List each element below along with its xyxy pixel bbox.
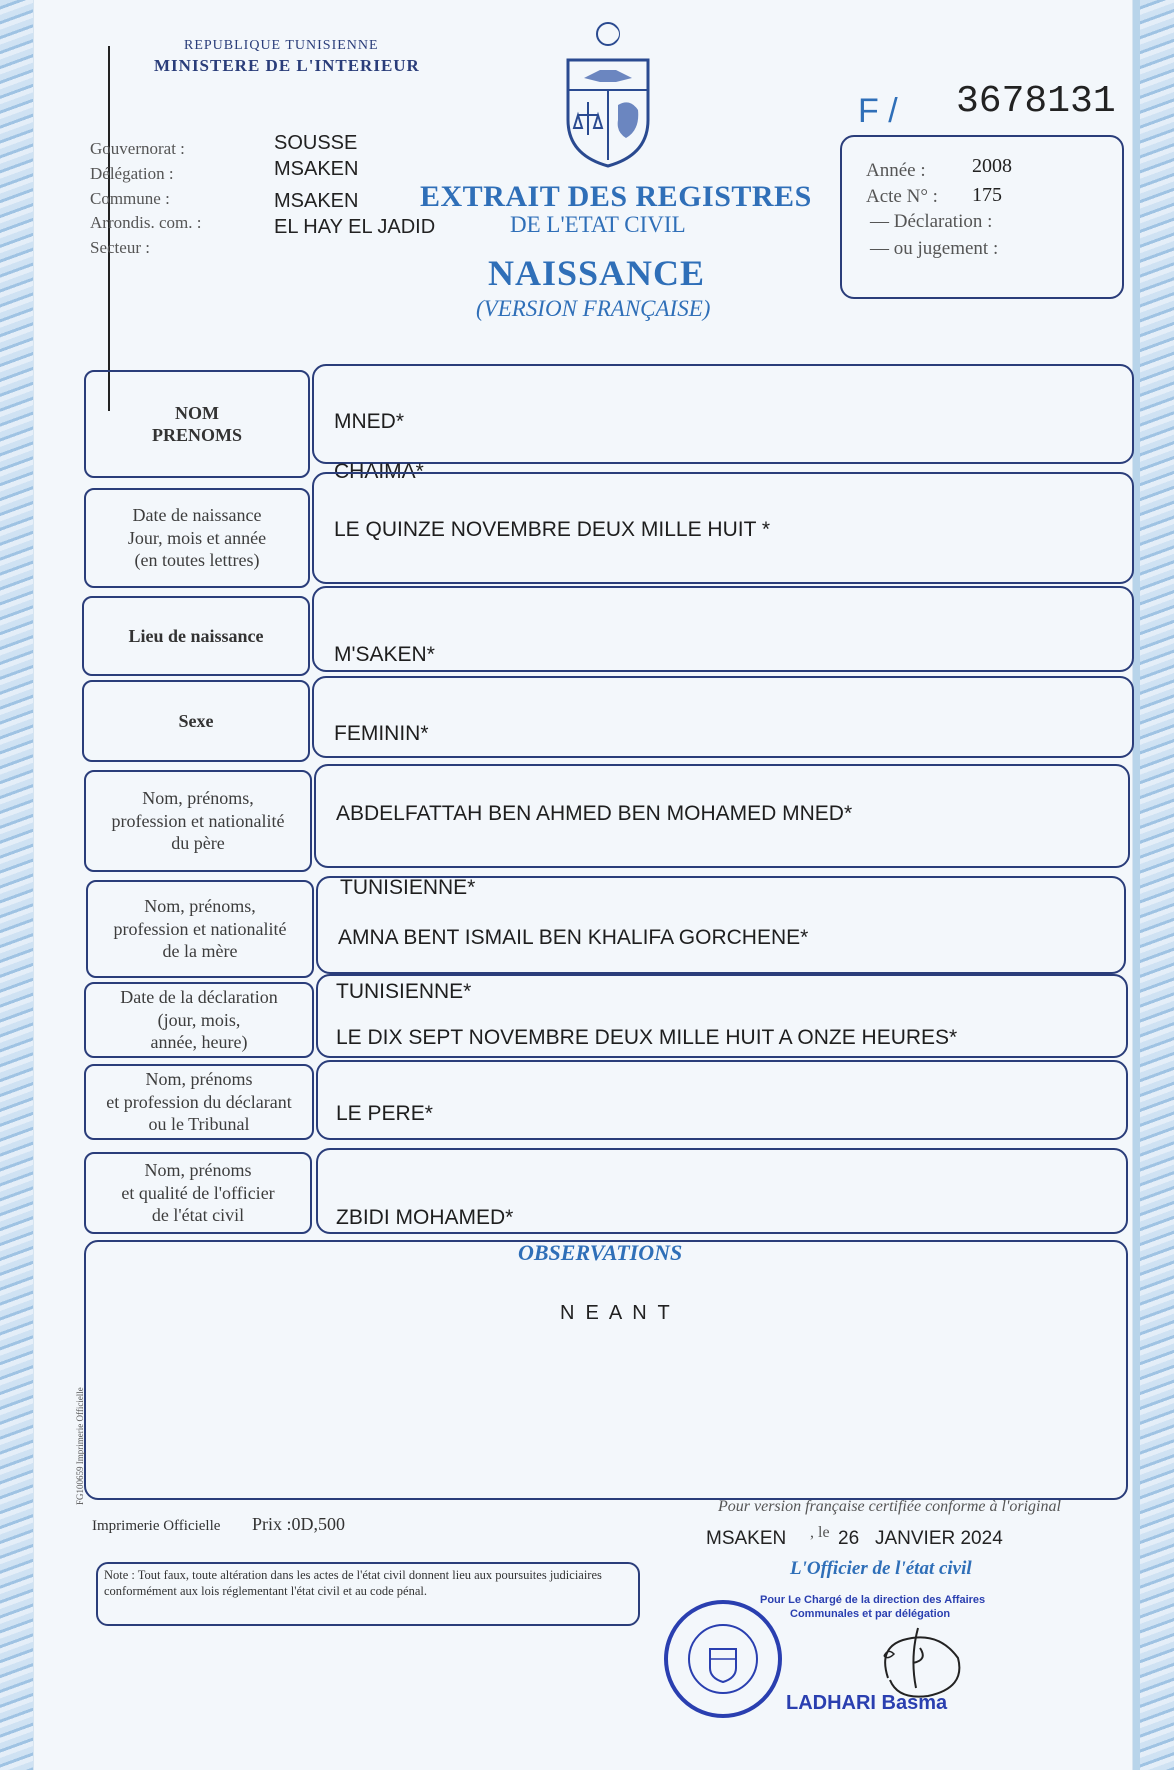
delegation-line2: Communales et par délégation bbox=[790, 1608, 951, 1620]
label-declarant-text: Nom, prénoms et profession du déclarant ou le Tribunal bbox=[106, 1069, 292, 1135]
annee-value: 2008 bbox=[972, 155, 1012, 177]
observations-title: OBSERVATIONS bbox=[518, 1240, 683, 1265]
value-box-mere bbox=[316, 876, 1126, 974]
value-officier: ZBIDI MOHAMED* bbox=[336, 1206, 514, 1229]
label-sexe bbox=[82, 680, 310, 762]
side-print-code: FG100659 Imprimerie Officielle bbox=[75, 1387, 85, 1505]
label-officier-text: Nom, prénoms et qualité de l'officier de l'état civil bbox=[121, 1160, 275, 1226]
observations-box bbox=[84, 1240, 1128, 1500]
version-label: (VERSION FRANÇAISE) bbox=[476, 296, 711, 321]
secteur-label: Secteur : bbox=[90, 238, 150, 257]
serial-prefix: F / bbox=[858, 92, 898, 130]
label-nom-prenoms bbox=[84, 370, 310, 478]
printer-label: Imprimerie Officielle bbox=[92, 1518, 221, 1534]
label-pere bbox=[84, 770, 312, 872]
stamp-emblem-icon bbox=[668, 1604, 778, 1714]
label-date-declaration bbox=[84, 982, 314, 1058]
arrondissement-value: EL HAY EL JADID bbox=[274, 216, 436, 238]
acte-number-label: Acte N° : bbox=[866, 186, 938, 207]
jugement-label: — ou jugement : bbox=[870, 238, 999, 259]
price-label: Prix :0D,500 bbox=[252, 1514, 346, 1534]
value-pere: ABDELFATTAH BEN AHMED BEN MOHAMED MNED* bbox=[336, 802, 853, 825]
label-pere-text: Nom, prénoms, profession et nationalité du père bbox=[111, 788, 285, 854]
value-box-sexe bbox=[312, 676, 1134, 758]
issue-le-label: , le bbox=[810, 1524, 830, 1541]
label-lieu-naissance-text: Lieu de naissance bbox=[128, 625, 264, 646]
delegation-line1: Pour Le Chargé de la direction des Affaires bbox=[760, 1594, 986, 1606]
value-nom: MNED* bbox=[334, 410, 405, 433]
label-lieu-naissance bbox=[82, 596, 310, 676]
document-type-title: NAISSANCE bbox=[488, 253, 706, 293]
delegation-label: Délégation : bbox=[90, 164, 174, 183]
value-sexe: FEMININ* bbox=[334, 722, 429, 745]
annee-label: Année : bbox=[866, 160, 926, 181]
value-box-lieu-naissance bbox=[312, 586, 1134, 672]
value-prenoms: CHAIMA* bbox=[334, 460, 424, 483]
document-title-line1: EXTRAIT DES REGISTRES bbox=[420, 180, 812, 213]
official-stamp bbox=[664, 1600, 782, 1718]
officer-name: LADHARI Basma bbox=[786, 1692, 948, 1714]
republic-label: REPUBLIQUE TUNISIENNE bbox=[184, 38, 379, 53]
paper-border-left bbox=[0, 0, 34, 1770]
declaration-label: — Déclaration : bbox=[870, 211, 993, 232]
observations-text: N E A N T bbox=[560, 1302, 670, 1324]
commune-value: MSAKEN bbox=[274, 190, 359, 212]
value-date-declaration: LE DIX SEPT NOVEMBRE DEUX MILLE HUIT A ONZE HEURES* bbox=[336, 1026, 958, 1049]
label-sexe-text: Sexe bbox=[178, 710, 214, 731]
value-mere: AMNA BENT ISMAIL BEN KHALIFA GORCHENE* bbox=[338, 926, 809, 949]
value-date-naissance: LE QUINZE NOVEMBRE DEUX MILLE HUIT * bbox=[334, 518, 771, 541]
issue-date: 26 JANVIER 2024 bbox=[838, 1528, 1003, 1549]
paper-border-right bbox=[1140, 0, 1174, 1770]
gouvernorat-value: SOUSSE bbox=[274, 132, 358, 154]
officer-title: L'Officier de l'état civil bbox=[790, 1558, 972, 1579]
value-pere-nationalite: TUNISIENNE* bbox=[340, 876, 476, 899]
label-date-naissance bbox=[84, 488, 310, 588]
commune-label: Commune : bbox=[90, 189, 170, 208]
value-lieu-naissance: M'SAKEN* bbox=[334, 643, 435, 666]
value-mere-nationalite: TUNISIENNE* bbox=[336, 980, 472, 1003]
acte-number-value: 175 bbox=[972, 184, 1002, 206]
delegation-value: MSAKEN bbox=[274, 158, 359, 180]
issue-place: MSAKEN bbox=[706, 1528, 787, 1549]
label-date-declaration-text: Date de la déclaration (jour, mois, année, heure) bbox=[120, 987, 278, 1053]
document-title-line2: DE L'ETAT CIVIL bbox=[510, 212, 686, 237]
serial-number: 3678131 bbox=[956, 80, 1116, 123]
label-nom-prenoms-text: NOM PRENOMS bbox=[152, 402, 242, 445]
label-officier bbox=[84, 1152, 312, 1234]
gouvernorat-label: Gouvernorat : bbox=[90, 139, 185, 158]
label-mere-text: Nom, prénoms, profession et nationalité de la mère bbox=[113, 896, 287, 962]
label-declarant bbox=[84, 1064, 314, 1140]
certified-note: Pour version française certifiée conforme à l'original bbox=[718, 1498, 1061, 1515]
value-declarant: LE PERE* bbox=[336, 1102, 433, 1125]
label-date-naissance-text: Date de naissance Jour, mois et année (en toutes lettres) bbox=[127, 505, 267, 571]
label-mere bbox=[86, 880, 314, 978]
ministry-label: MINISTERE DE L'INTERIEUR bbox=[154, 56, 420, 75]
value-box-nom-prenoms bbox=[312, 364, 1134, 464]
value-box-declarant bbox=[316, 1060, 1128, 1140]
arrondissement-label: Arrondis. com. : bbox=[90, 213, 202, 232]
coat-of-arms-emblem bbox=[560, 20, 656, 168]
legal-note-text: Note : Tout faux, toute altération dans les actes de l'état civil donnent lieu aux poursuites judiciaires conformément aux lois réglementant l'état civil et au code pénal. bbox=[104, 1568, 602, 1598]
